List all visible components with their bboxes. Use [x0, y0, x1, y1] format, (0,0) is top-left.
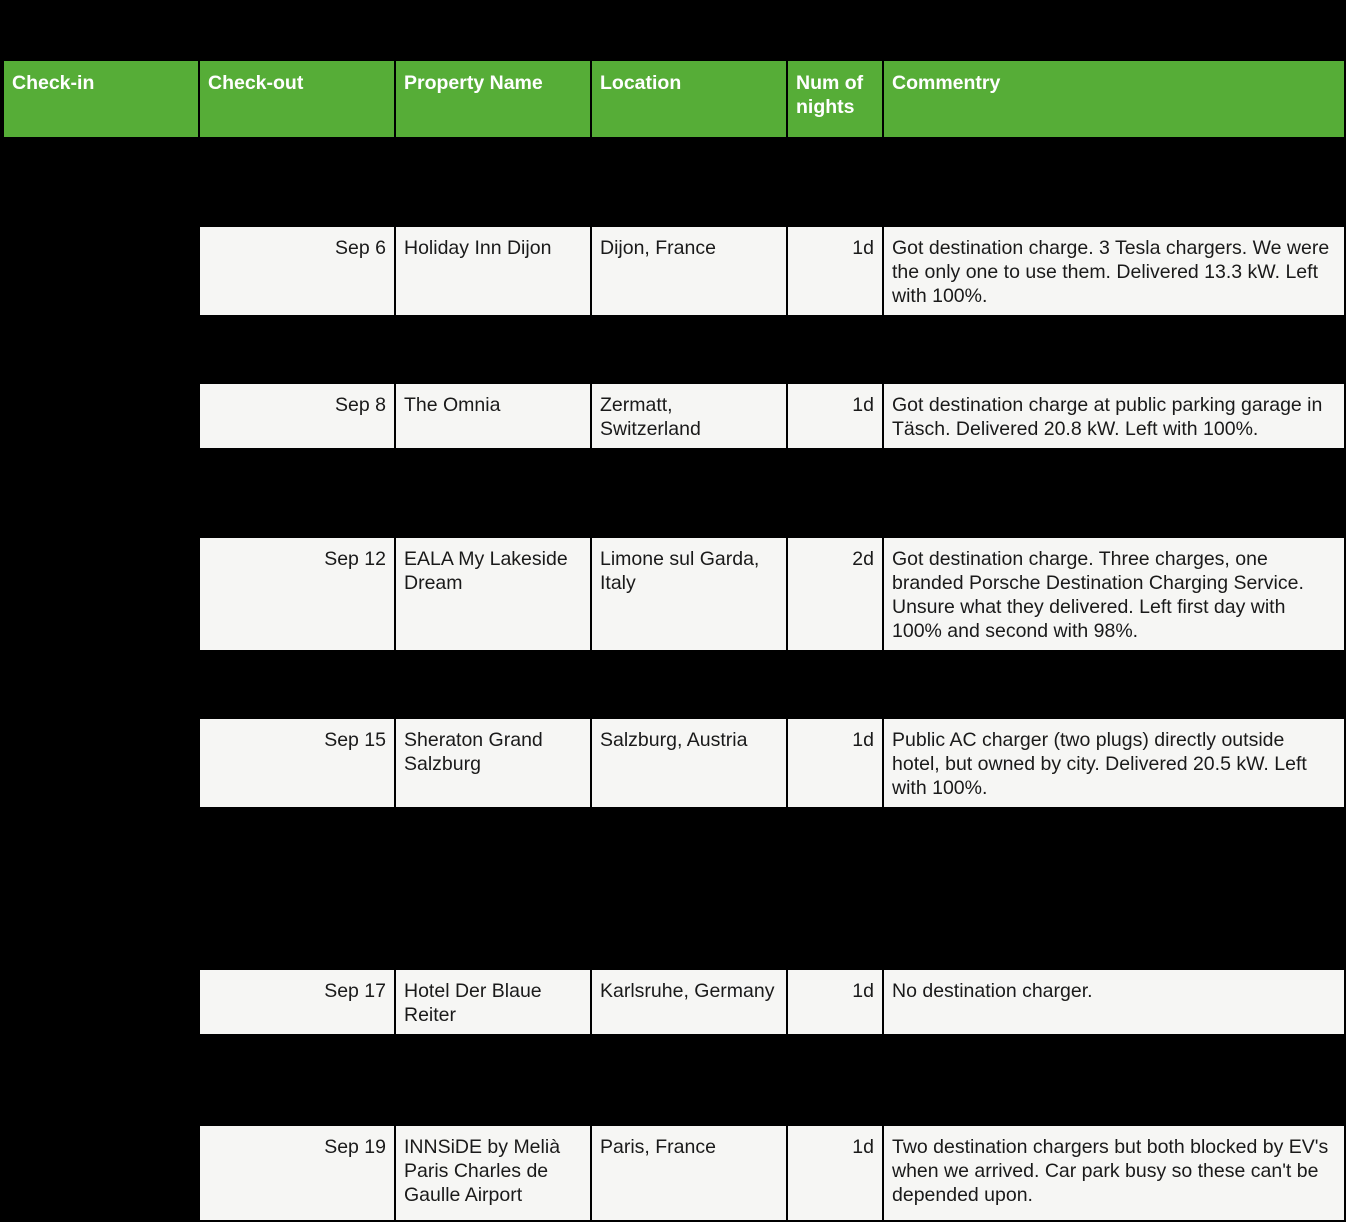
redacted-cell	[591, 449, 787, 537]
redacted-cell	[3, 651, 199, 718]
nights-cell: 1d	[787, 718, 883, 808]
redacted-cell	[199, 449, 395, 537]
redacted-cell	[591, 138, 787, 226]
hotel-stays-table	[2, 59, 1346, 1222]
redacted-cell	[3, 449, 199, 537]
redacted-cell	[395, 449, 591, 537]
redacted-cell	[3, 316, 199, 383]
checkin-cell-redacted	[3, 718, 199, 808]
redacted-cell	[883, 808, 1345, 969]
table-row	[3, 1125, 1345, 1221]
table-row	[3, 226, 1345, 316]
redacted-cell	[395, 651, 591, 718]
property-name-cell: The Omnia	[395, 383, 591, 449]
checkin-cell-redacted	[3, 969, 199, 1035]
redacted-cell	[787, 316, 883, 383]
redacted-cell	[787, 808, 883, 969]
commentary-cell: Two destination chargers but both blocked by EV's when we arrived. Car park busy so these can't be depended upon.	[883, 1125, 1345, 1221]
redacted-cell	[395, 316, 591, 383]
redacted-cell	[787, 651, 883, 718]
checkin-cell-redacted	[3, 537, 199, 651]
hotel-stays-table-container	[2, 59, 1344, 1222]
redacted-cell	[591, 316, 787, 383]
location-cell: Paris, France	[591, 1125, 787, 1221]
nights-cell: 1d	[787, 1125, 883, 1221]
property-name-cell: EALA My Lakeside Dream	[395, 537, 591, 651]
nights-cell: 1d	[787, 969, 883, 1035]
location-cell: Salzburg, Austria	[591, 718, 787, 808]
redacted-cell	[395, 808, 591, 969]
redacted-cell	[591, 808, 787, 969]
redacted-cell	[591, 1035, 787, 1125]
nights-cell: 2d	[787, 537, 883, 651]
header-property-name: Property Name	[395, 60, 591, 138]
header-num-of-nights: Num of nights	[787, 60, 883, 138]
checkin-cell-redacted	[3, 226, 199, 316]
header-checkin: Check-in	[3, 60, 199, 138]
redacted-cell	[787, 449, 883, 537]
location-cell: Limone sul Garda, Italy	[591, 537, 787, 651]
table-row	[3, 969, 1345, 1035]
redacted-cell	[3, 138, 199, 226]
redacted-row	[3, 449, 1345, 537]
redacted-cell	[883, 449, 1345, 537]
redacted-row	[3, 138, 1345, 226]
checkout-cell: Sep 19	[199, 1125, 395, 1221]
header-commentary: Commentry	[883, 60, 1345, 138]
checkout-cell: Sep 6	[199, 226, 395, 316]
redacted-cell	[883, 316, 1345, 383]
location-cell: Karlsruhe, Germany	[591, 969, 787, 1035]
redacted-cell	[199, 316, 395, 383]
redacted-cell	[199, 138, 395, 226]
checkin-cell-redacted	[3, 1125, 199, 1221]
property-name-cell: Holiday Inn Dijon	[395, 226, 591, 316]
nights-cell: 1d	[787, 226, 883, 316]
redacted-cell	[883, 138, 1345, 226]
redacted-row	[3, 316, 1345, 383]
property-name-cell: Hotel Der Blaue Reiter	[395, 969, 591, 1035]
table-row	[3, 383, 1345, 449]
checkin-cell-redacted	[3, 383, 199, 449]
property-name-cell: INNSiDE by Melià Paris Charles de Gaulle Airport	[395, 1125, 591, 1221]
commentary-cell: No destination charger.	[883, 969, 1345, 1035]
header-row	[3, 60, 1345, 138]
redacted-cell	[787, 138, 883, 226]
redacted-cell	[883, 1035, 1345, 1125]
redacted-cell	[591, 651, 787, 718]
redacted-row	[3, 651, 1345, 718]
header-location: Location	[591, 60, 787, 138]
redacted-cell	[787, 1035, 883, 1125]
redacted-row	[3, 808, 1345, 969]
redacted-cell	[3, 1035, 199, 1125]
property-name-cell: Sheraton Grand Salzburg	[395, 718, 591, 808]
table-row	[3, 537, 1345, 651]
commentary-cell: Got destination charge. 3 Tesla chargers. We were the only one to use them. Delivered 13.3 kW. Left with 100%.	[883, 226, 1345, 316]
redacted-row	[3, 1035, 1345, 1125]
checkout-cell: Sep 17	[199, 969, 395, 1035]
redacted-cell	[199, 1035, 395, 1125]
redacted-cell	[395, 1035, 591, 1125]
commentary-cell: Public AC charger (two plugs) directly outside hotel, but owned by city. Delivered 20.5 kW. Left with 100%.	[883, 718, 1345, 808]
redacted-cell	[883, 651, 1345, 718]
checkout-cell: Sep 8	[199, 383, 395, 449]
nights-cell: 1d	[787, 383, 883, 449]
checkout-cell: Sep 15	[199, 718, 395, 808]
redacted-cell	[3, 808, 199, 969]
redacted-cell	[199, 651, 395, 718]
location-cell: Dijon, France	[591, 226, 787, 316]
redacted-cell	[395, 138, 591, 226]
location-cell: Zermatt, Switzerland	[591, 383, 787, 449]
header-checkout: Check-out	[199, 60, 395, 138]
table-row	[3, 718, 1345, 808]
commentary-cell: Got destination charge at public parking garage in Täsch. Delivered 20.8 kW. Left with 100%.	[883, 383, 1345, 449]
redacted-cell	[199, 808, 395, 969]
checkout-cell: Sep 12	[199, 537, 395, 651]
commentary-cell: Got destination charge. Three charges, one branded Porsche Destination Charging Service. Unsure what they delivered. Left first day with 100% and second with 98%.	[883, 537, 1345, 651]
